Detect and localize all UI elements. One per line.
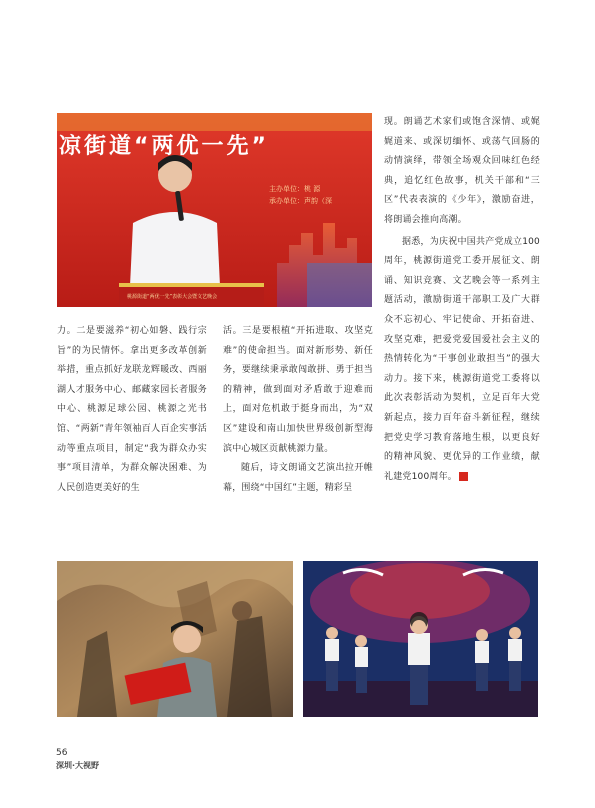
col1-paragraph: 力。二是要滋养“初心如磐、践行宗旨”的为民情怀。拿出更多改革创新举措，重点抓好龙联龙辉暖改、西丽湖人才服务中心、邮藏家园长者服务中心、桃源足球公园、桃源之光书馆、“两新”青年领袖百人百企实事活动等重点项目，制定“我为群众办实事”项目清单，为群众解决困难、为人民创造更美好的生 xyxy=(57,326,207,493)
group-performance-photo xyxy=(303,561,538,717)
banner-organizer-2: 承办单位：声韵（深 xyxy=(269,197,332,205)
lectern-text: 桃源街道“两优一先”表彰大会暨文艺晚会 xyxy=(127,294,218,300)
text-column-1 xyxy=(57,322,207,498)
reciter-photo xyxy=(57,561,293,717)
col2-paragraph-1: 活。三是要根植“开拓进取、攻坚克难”的使命担当。面对新形势、新任务，要继续秉承敢闯敢拼、勇于担当的精神，做到面对矛盾敢于迎难而上，面对危机敢于挺身而出，为“双区”建设和南山加快世界级创新型海滨中心城区贡献桃源力量。 xyxy=(223,326,373,454)
speaker-photo xyxy=(57,113,372,307)
end-mark: V xyxy=(459,472,468,481)
col3-paragraph-2-wrap xyxy=(384,233,540,488)
speaker-photo-drawing xyxy=(57,113,372,307)
col3-paragraph-2: 据悉，为庆祝中国共产党成立100周年，桃源街道党工委开展征文、朗诵、知识竞赛、文艺晚会等一系列主题活动，激励街道干部职工及广大群众不忘初心、牢记使命、开拓奋进、攻坚克难，把爱党爱国爱社会主义的热情转化为“干事创业敢担当”的强大动力。接下来，桃源街道党工委将以此次表彰活动为契机，立足百年大党新起点，接力百年奋斗新征程，继续把党史学习教育落地生根，以更良好的精神风貌、更优异的工作业绩，献礼建党100周年。 xyxy=(384,236,540,482)
reciter-photo-drawing xyxy=(57,561,293,717)
text-column-3 xyxy=(384,113,540,487)
col2-paragraph-2: 随后，诗文朗诵文艺演出拉开帷幕，围绕“中国红”主题，精彩呈 xyxy=(223,463,373,493)
banner-title: 凉街道“两优一先” xyxy=(59,134,269,159)
banner-organizer-1: 主办单位：桃 源 xyxy=(269,185,321,193)
group-photo-drawing xyxy=(303,561,538,717)
page-number: 56 xyxy=(56,748,68,758)
col3-paragraph-1: 现。朗诵艺术家们或饱含深情、或娓娓道来、或深切缅怀、或荡气回肠的动情演绎，带领全场观众回味红色经典，追忆红色故事，机关干部和“三区”代表表演的《少年》，激励奋进，将朗诵会推向高潮。 xyxy=(384,117,540,225)
text-column-2 xyxy=(223,322,373,498)
magazine-name: 深圳·大视野 xyxy=(56,761,100,770)
